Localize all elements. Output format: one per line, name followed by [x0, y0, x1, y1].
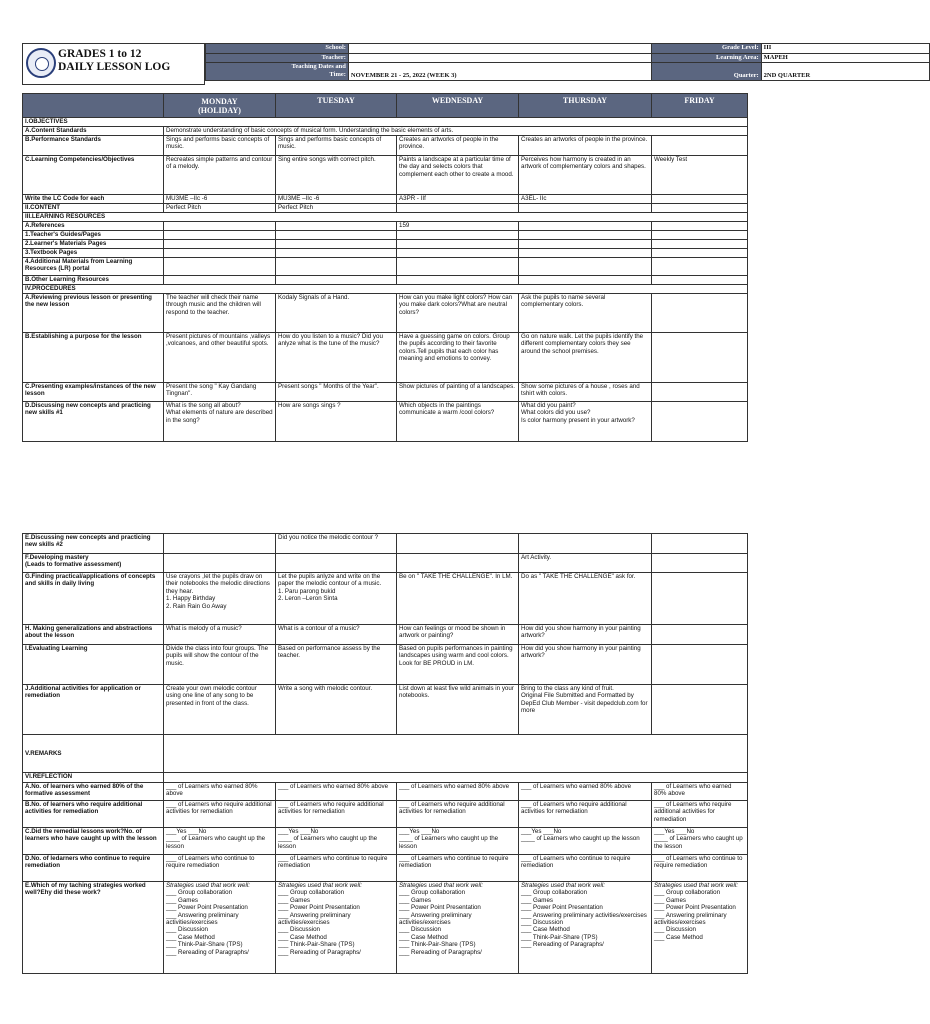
purpose-thursday: Go on nature walk. Let the pupils identify the different complementary colors they see around the school premises. [519, 333, 652, 383]
performance-thursday: Creates an artworks of people in the province. [519, 136, 652, 156]
remarks-field[interactable] [164, 735, 748, 773]
table-row [23, 645, 748, 685]
monday-header [164, 94, 276, 118]
procedures-heading: IV.PROCEDURES [23, 285, 748, 294]
reflection-field[interactable] [164, 773, 748, 783]
grade-level-label: Grade Level: [652, 44, 762, 54]
strategies-friday [652, 882, 748, 974]
header-corner [23, 94, 164, 118]
establishing-purpose-label: B.Establishing a purpose for the lesson [23, 333, 164, 383]
day-header-row [23, 94, 748, 118]
discussing-2-monday [164, 534, 276, 554]
reflection-b-thursday: ___ of Learners who require additional activities for remediation [519, 801, 652, 828]
generalizations-friday [652, 625, 748, 645]
school-field[interactable] [348, 44, 651, 54]
tuesday-header: TUESDAY [276, 94, 397, 118]
monday-holiday-label: (HOLIDAY) [198, 105, 241, 115]
learning-area-field[interactable]: MAPEH [761, 53, 929, 63]
purpose-friday [652, 333, 748, 383]
content-friday [652, 204, 748, 213]
reflection-c-friday: ___Yes ___No ____ of Learners who caught up the lesson [652, 828, 748, 855]
table-row [23, 285, 748, 294]
discussing-1-friday [652, 402, 748, 442]
applications-wednesday: Be on " TAKE THE CHALLENGE". In LM. [397, 573, 519, 625]
table-row [23, 118, 748, 127]
textbook-pages-label: 3.Textbook Pages [23, 249, 164, 258]
school-label: School: [206, 44, 349, 54]
discussing-2-label: E.Discussing new concepts and practicing new skills #2 [23, 534, 164, 554]
references-thursday [519, 222, 652, 231]
strategies-list: ___ Group collaboration ___ Games ___ Power Point Presentation ___ Answering preliminary activities/exercises ___ Discussion ___ Case Method [654, 889, 736, 941]
strategies-heading: Strategies used that work well: [166, 882, 250, 889]
table-row [23, 773, 748, 783]
discussing-1-monday: What is the song all about? What elements of nature are described in the song? [164, 402, 276, 442]
generalizations-thursday: How did you show harmony in your painting artwork? [519, 625, 652, 645]
table-row [23, 333, 748, 383]
applications-label: G.Finding practical/applications of concepts and skills in daily living [23, 573, 164, 625]
additional-wednesday: List down at least five wild animals in your notebooks. [397, 685, 519, 735]
table-row [23, 573, 748, 625]
table-row [23, 402, 748, 442]
reflection-b-friday: ___ of Learners who require additional activities for remediation [652, 801, 748, 828]
table-row [23, 195, 748, 204]
strategies-heading: Strategies used that work well: [399, 882, 483, 889]
discussing-1-tuesday: How are songs sings ? [276, 402, 397, 442]
reflection-c-thursday: ___Yes ___No ____ of Learners who caught up the lesson [519, 828, 652, 855]
empty-cell [652, 276, 748, 285]
evaluating-tuesday: Based on performance assess by the teacher. [276, 645, 397, 685]
empty-cell [519, 276, 652, 285]
reflection-a-friday: ___ of Learners who earned 80% above [652, 783, 748, 801]
objectives-heading: I.OBJECTIVES [23, 118, 748, 127]
references-label: A.References [23, 222, 164, 231]
table-row [23, 383, 748, 402]
content-tuesday: Perfect Pitch [276, 204, 397, 213]
reflection-a-monday: ___ of Learners who earned 80% above [164, 783, 276, 801]
reflection-d-wednesday: ___ of Learners who continue to require remediation [397, 855, 519, 882]
other-resources-label: B.Other Learning Resources [23, 276, 164, 285]
strategies-heading: Strategies used that work well: [521, 882, 605, 889]
reflection-e-label: E.Which of my taching strategies worked well?Ehy did these work? [23, 882, 164, 974]
additional-thursday: Bring to the class any kind of fruit. Original File Submitted and Formatted by DepEd Club Member - visit depedclub.com for more [519, 685, 652, 735]
reflection-b-label: B.No. of learners who require additional activities for remediation [23, 801, 164, 828]
generalizations-wednesday: How can feelings or mood be shown in artwork or painting? [397, 625, 519, 645]
strategies-heading: Strategies used that work well: [654, 882, 738, 889]
title-line-2: DAILY LESSON LOG [58, 61, 171, 73]
table-row [23, 294, 748, 333]
additional-activities-label: J.Additional activities for application or remediation [23, 685, 164, 735]
strategies-thursday [519, 882, 652, 974]
reflection-a-wednesday: ___ of Learners who earned 80% above [397, 783, 519, 801]
content-wednesday [397, 204, 519, 213]
teaching-dates-label [206, 63, 349, 81]
performance-tuesday: Sings and performs basic concepts of music. [276, 136, 397, 156]
empty-cell [397, 249, 519, 258]
learners-materials-label: 2.Learner's Materials Pages [23, 240, 164, 249]
generalizations-monday: What is melody of a music? [164, 625, 276, 645]
empty-cell [276, 231, 397, 240]
reflection-d-monday: ___ of Learners who continue to require remediation [164, 855, 276, 882]
table-row [23, 855, 748, 882]
table-row [23, 554, 748, 573]
references-monday [164, 222, 276, 231]
reflection-b-monday: ___ of Learners who require additional activities for remediation [164, 801, 276, 828]
friday-header: FRIDAY [652, 94, 748, 118]
lc-code-friday [652, 195, 748, 204]
discussing-1-wednesday: Which objects in the paintings communicate a warm /cool colors? [397, 402, 519, 442]
table-row [23, 231, 748, 240]
additional-tuesday: Write a song with melodic contour. [276, 685, 397, 735]
mastery-thursday: Art Activity. [519, 554, 652, 573]
reflection-a-tuesday: ___ of Learners who earned 80% above [276, 783, 397, 801]
reflection-d-friday: ___ of Learners who continue to require remediation [652, 855, 748, 882]
reflection-d-label: D.No. of ledarners who continue to require remediation [23, 855, 164, 882]
lesson-table-part-2 [22, 533, 747, 974]
empty-cell [652, 258, 748, 276]
logo-title-cell [22, 43, 205, 85]
reviewing-wednesday: How can you make light colors? How can you make dark colors?What are neutral colors? [397, 294, 519, 333]
evaluating-wednesday: Based on pupils performances in painting landscapes using warm and cool colors. Look for BE PROUD in LM. [397, 645, 519, 685]
evaluating-monday: Divide the class into four groups. The pupils will show the contour of the music. [164, 645, 276, 685]
table-row [23, 783, 748, 801]
lc-code-monday: MU3ME –IIc -6 [164, 195, 276, 204]
learning-area-label: Learning Area: [652, 53, 762, 63]
teacher-field[interactable] [348, 53, 651, 63]
evaluating-friday [652, 645, 748, 685]
strategies-list: ___ Group collaboration ___ Games ___ Power Point Presentation ___ Answering preliminary activities/exercises ___ Discussion ___ Case Method ___ Think-Pair-Share (TPS) ___ Rereading of Paragraphs/ [521, 889, 647, 949]
strategies-monday [164, 882, 276, 974]
competencies-tuesday: Sing entire songs with correct pitch. [276, 156, 397, 195]
content-label: II.CONTENT [23, 204, 164, 213]
discussing-2-thursday [519, 534, 652, 554]
purpose-tuesday: How do you listen to a music? Did you anlyze what is the tune of the music? [276, 333, 397, 383]
empty-cell [397, 276, 519, 285]
additional-monday: Create your own melodic contour using one line of any song to be presented in front of the class. [164, 685, 276, 735]
references-wednesday: 159 [397, 222, 519, 231]
table-row [23, 828, 748, 855]
table-row [23, 156, 748, 195]
empty-cell [519, 258, 652, 276]
references-friday [652, 222, 748, 231]
table-row [23, 735, 748, 773]
applications-monday: Use crayons ,let the pupils draw on their notebooks the melodic directions they hear. 1. Happy Birthday 2. Rain Rain Go Away [164, 573, 276, 625]
mastery-monday [164, 554, 276, 573]
competencies-thursday: Perceives how harmony is created in an artwork of complementary colors and shapes. [519, 156, 652, 195]
table-row [23, 127, 748, 136]
empty-cell [519, 240, 652, 249]
applications-friday [652, 573, 748, 625]
presenting-examples-label: C.Presenting examples/instances of the new lesson [23, 383, 164, 402]
table-row [23, 204, 748, 213]
empty-cell [652, 249, 748, 258]
empty-cell [164, 276, 276, 285]
applications-tuesday: Let the pupils anlyze and write on the paper the melodic contour of a music. 1. Paru parong bukid 2. Leron –Leron Sinta [276, 573, 397, 625]
document-title [58, 48, 170, 74]
monday-label: MONDAY [201, 96, 238, 106]
reflection-a-label: A.No. of learners who earned 80% of the formative assessment [23, 783, 164, 801]
table-row [23, 625, 748, 645]
mastery-tuesday [276, 554, 397, 573]
lr-portal-label: 4.Additional Materials from Learning Resources (LR) portal [23, 258, 164, 276]
purpose-wednesday: Have a guessing game on colors. Group the pupils according to their favorite colors.Tell pupils that each color has meaning and emotions to convey. [397, 333, 519, 383]
reflection-d-thursday: ___ of Learners who continue to require remediation [519, 855, 652, 882]
table-row [23, 136, 748, 156]
empty-cell [276, 258, 397, 276]
quarter-field[interactable]: 2ND QUARTER [761, 63, 929, 81]
header-fields [205, 43, 811, 81]
discussing-2-friday [652, 534, 748, 554]
table-row [23, 685, 748, 735]
teaching-dates-label-1: Teaching Dates and [291, 63, 346, 70]
strategies-list: ___ Group collaboration ___ Games ___ Power Point Presentation ___ Answering preliminary activities/exercises ___ Discussion ___ Case Method ___ Think-Pair-Share (TPS) ___ Rereading of Paragraphs/ [166, 889, 249, 956]
table-row [23, 240, 748, 249]
reflection-d-tuesday: ___ of Learners who continue to require remediation [276, 855, 397, 882]
empty-cell [276, 249, 397, 258]
mastery-friday [652, 554, 748, 573]
empty-cell [276, 276, 397, 285]
strategies-tuesday [276, 882, 397, 974]
empty-cell [164, 240, 276, 249]
content-standards-label: A.Content Standards [23, 127, 164, 136]
teachers-guide-label: 1.Teacher's Guides/Pages [23, 231, 164, 240]
discussing-1-label: D.Discussing new concepts and practicing new skills #1 [23, 402, 164, 442]
empty-cell [519, 231, 652, 240]
evaluating-thursday: How did you show harmony in your painting artwork? [519, 645, 652, 685]
thursday-header: THURSDAY [519, 94, 652, 118]
reflection-c-monday: ___Yes ___No ____ of Learners who caught up the lesson [164, 828, 276, 855]
reflection-c-wednesday: ___Yes ___No ____ of Learners who caught up the lesson [397, 828, 519, 855]
empty-cell [164, 231, 276, 240]
reflection-c-tuesday: ___Yes ___No ____ of Learners who caught up the lesson [276, 828, 397, 855]
empty-cell [519, 249, 652, 258]
content-monday: Perfect Pitch [164, 204, 276, 213]
evaluating-label: I.Evaluating Learning [23, 645, 164, 685]
competencies-friday: Weekly Test [652, 156, 748, 195]
reflection-c-label: C.Did the remedial lessons work?No. of learners who have caught up with the lesson [23, 828, 164, 855]
table-row [23, 276, 748, 285]
teaching-dates-label-2: Time: [329, 71, 346, 78]
reflection-label: VI.REFLECTION [23, 773, 164, 783]
competencies-monday: Recreates simple patterns and contour of a melody. [164, 156, 276, 195]
performance-standards-label: B.Performance Standards [23, 136, 164, 156]
table-row [23, 258, 748, 276]
reflection-b-tuesday: ___ of Learners who require additional activities for remediation [276, 801, 397, 828]
table-row [23, 882, 748, 974]
lc-code-wednesday: A3PR - IIf [397, 195, 519, 204]
empty-cell [397, 258, 519, 276]
mastery-wednesday [397, 554, 519, 573]
reviewing-monday: The teacher will check their name through music and the children will respond to the teacher. [164, 294, 276, 333]
developing-mastery-label: F.Developing mastery (Leads to formative assessment) [23, 554, 164, 573]
empty-cell [652, 240, 748, 249]
reviewing-label: A.Reviewing previous lesson or presenting the new lesson [23, 294, 164, 333]
content-standards-text: Demonstrate understanding of basic concepts of musical form. Understanding the basic elements of arts. [164, 127, 748, 136]
examples-friday [652, 383, 748, 402]
strategies-wednesday [397, 882, 519, 974]
table-row [23, 222, 748, 231]
reviewing-thursday: Ask the pupils to name several complementary colors. [519, 294, 652, 333]
learning-resources-heading: III.LEARNING RESOURCES [23, 213, 748, 222]
deped-seal-icon [26, 48, 56, 78]
generalizations-tuesday: What is a contour of a music? [276, 625, 397, 645]
reviewing-tuesday: Kodaly Signals of a Hand. [276, 294, 397, 333]
performance-monday: Sings and performs basic concepts of music. [164, 136, 276, 156]
strategies-list: ___ Group collaboration ___ Games ___ Power Point Presentation ___ Answering preliminary activities/exercises ___ Discussion ___ Case Method ___ Think-Pair-Share (TPS) ___ Rereading of Paragraphs/ [278, 889, 361, 956]
table-row [23, 213, 748, 222]
performance-friday [652, 136, 748, 156]
empty-cell [397, 240, 519, 249]
applications-thursday: Do as " TAKE THE CHALLENGE" ask for. [519, 573, 652, 625]
table-row [23, 249, 748, 258]
strategies-heading: Strategies used that work well: [278, 882, 362, 889]
additional-friday [652, 685, 748, 735]
content-thursday [519, 204, 652, 213]
wednesday-header: WEDNESDAY [397, 94, 519, 118]
lesson-table-part-1 [22, 93, 747, 442]
table-row [23, 534, 748, 554]
lc-code-thursday: A3EL- IIc [519, 195, 652, 204]
quarter-label: Quarter: [652, 63, 762, 81]
references-tuesday [276, 222, 397, 231]
teaching-dates-field[interactable]: NOVEMBER 21 - 25, 2022 (WEEK 3) [348, 63, 651, 81]
header-block [22, 43, 811, 85]
empty-cell [652, 231, 748, 240]
performance-wednesday: Creates an artworks of people in the province. [397, 136, 519, 156]
table-row [23, 801, 748, 828]
empty-cell [164, 258, 276, 276]
strategies-list: ___ Group collaboration ___ Games ___ Power Point Presentation ___ Answering preliminary activities/exercises ___ Discussion ___ Case Method ___ Think-Pair-Share (TPS) ___ Rereading of Paragraphs/ [399, 889, 482, 956]
examples-wednesday: Show pictures of painting of a landscapes. [397, 383, 519, 402]
examples-monday: Present the song " Kay Gandang Tingnan". [164, 383, 276, 402]
remarks-label: V.REMARKS [23, 735, 164, 773]
grade-level-field[interactable]: III [761, 44, 929, 54]
discussing-2-wednesday [397, 534, 519, 554]
teacher-label: Teacher: [206, 53, 349, 63]
lc-code-tuesday: MU3ME –IIc -6 [276, 195, 397, 204]
competencies-label: C.Learning Competencies/Objectives [23, 156, 164, 195]
empty-cell [164, 249, 276, 258]
reviewing-friday [652, 294, 748, 333]
lc-code-label: Write the LC Code for each [23, 195, 164, 204]
examples-tuesday: Present songs " Months of the Year". [276, 383, 397, 402]
empty-cell [397, 231, 519, 240]
competencies-wednesday: Paints a landscape at a particular time of the day and selects colors that complement each other to create a mood. [397, 156, 519, 195]
discussing-2-tuesday: Did you notice the melodic contour ? [276, 534, 397, 554]
title-line-1: GRADES 1 to 12 [58, 48, 142, 60]
discussing-1-thursday: What did you paint? What colors did you use? Is color harmony present in your artwork? [519, 402, 652, 442]
empty-cell [276, 240, 397, 249]
purpose-monday: Present pictures of mountains ,valleys ,volcanoes, and other beautiful spots. [164, 333, 276, 383]
examples-thursday: Show some pictures of a house , roses and tshirt with colors. [519, 383, 652, 402]
generalizations-label: H. Making generalizations and abstractions about the lesson [23, 625, 164, 645]
reflection-a-thursday: ___ of Learners who earned 80% above [519, 783, 652, 801]
reflection-b-wednesday: ___ of Learners who require additional activities for remediation [397, 801, 519, 828]
